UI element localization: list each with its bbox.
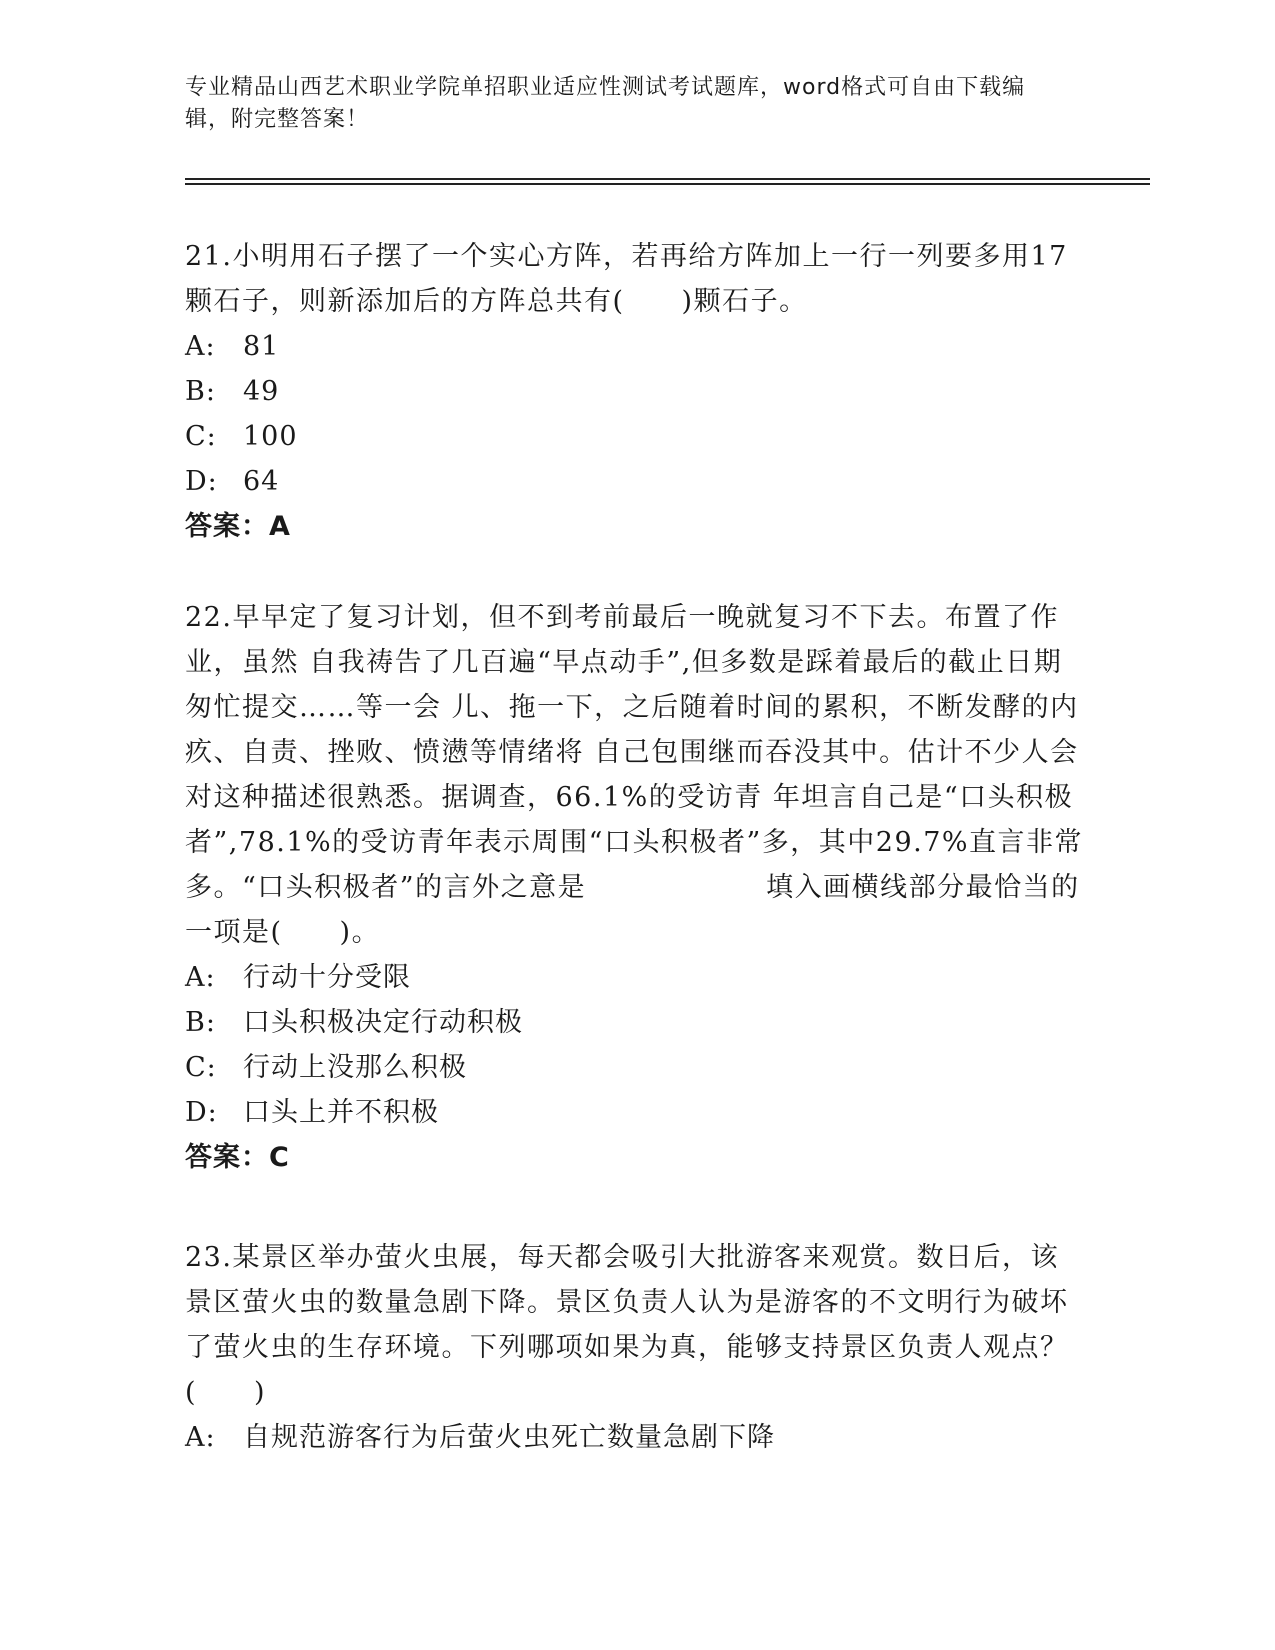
option-text: 49	[243, 376, 280, 407]
question-21	[185, 234, 1085, 549]
question-stem	[185, 595, 1085, 955]
option-key: B:	[185, 1007, 216, 1038]
option-a	[185, 955, 1085, 1000]
question-22	[185, 595, 1085, 1180]
option-b	[185, 1000, 1085, 1045]
header-divider-bottom	[185, 183, 1150, 185]
question-stem: 23.某景区举办萤火虫展，每天都会吸引大批游客来观赏。数日后，该景区萤火虫的数量急剧下降。景区负责人认为是游客的不文明行为破坏了萤火虫的生存环境。下列哪项如果为真，能够支持景区负责人观点？( )	[185, 1242, 1069, 1408]
option-key: D:	[185, 466, 218, 497]
option-text: 81	[243, 331, 280, 362]
option-text: 100	[243, 421, 298, 452]
question-stem-part-1: 22.早早定了复习计划，但不到考前最后一晚就复习不下去。布置了作业，虽然 自我祷告了几百遍“早点动手”,但多数是踩着最后的截止日期匆忙提交……等一会 儿、拖一下，之后随着时间的累积，不断发酵的内疚、自责、挫败、愤懑等情绪将 自己包围继而吞没其中。估计不少人会对这种描述很熟悉。据调查，66.1%的受访青 年坦言自己是“口头积极者”,78.1%的受访青年表示周围“口头积极者”多，其中29.7%直言非常多。“口头积极者”的言外之意是	[185, 602, 1084, 903]
option-key: D:	[185, 1097, 218, 1128]
option-c	[185, 1045, 1085, 1090]
question-23	[185, 1235, 1085, 1460]
answer: 答案：A	[185, 511, 291, 542]
option-key: A:	[185, 331, 216, 362]
option-a	[185, 1415, 1085, 1460]
option-a	[185, 324, 1085, 369]
question-stem: 21.小明用石子摆了一个实心方阵，若再给方阵加上一行一列要多用17颗石子，则新添加后的方阵总共有( )颗石子。	[185, 241, 1068, 317]
option-d	[185, 459, 1085, 504]
option-key: A:	[185, 962, 216, 993]
header-divider-top	[185, 178, 1150, 180]
option-text: 自规范游客行为后萤火虫死亡数量急剧下降	[243, 1422, 775, 1453]
option-text: 行动上没那么积极	[243, 1052, 467, 1083]
option-d	[185, 1090, 1085, 1135]
option-text: 64	[243, 466, 280, 497]
option-key: C:	[185, 1052, 217, 1083]
option-text: 行动十分受限	[243, 962, 411, 993]
option-b	[185, 369, 1085, 414]
page-header: 专业精品山西艺术职业学院单招职业适应性测试考试题库，word格式可自由下载编辑，附完整答案！	[185, 75, 1026, 132]
question-stem-part-2: 填入画横线部分最恰当的一项是( )。	[185, 872, 1080, 948]
option-key: B:	[185, 376, 216, 407]
option-key: A:	[185, 1422, 216, 1453]
option-key: C:	[185, 421, 217, 452]
answer: 答案：C	[185, 1142, 290, 1173]
option-text: 口头上并不积极	[243, 1097, 439, 1128]
option-text: 口头积极决定行动积极	[243, 1007, 523, 1038]
option-c	[185, 414, 1085, 459]
